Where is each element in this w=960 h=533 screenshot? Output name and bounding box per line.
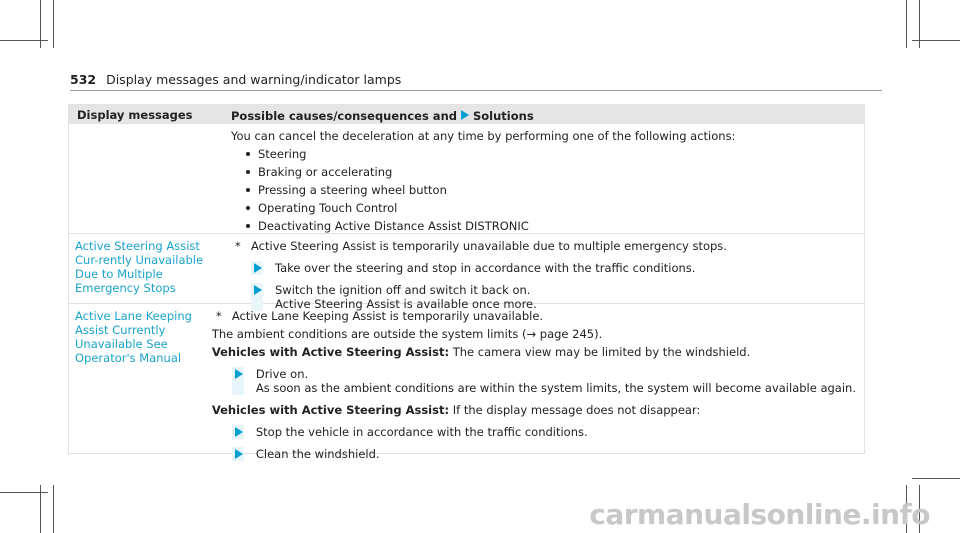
- list-item: Braking or accelerating: [246, 165, 856, 183]
- page-ref-link[interactable]: page 245).: [536, 327, 603, 341]
- solution-text: Clean the windshield.: [255, 447, 380, 461]
- solution-text: [244, 367, 856, 395]
- column-header-messages: Display messages: [77, 108, 193, 122]
- solution-step: [232, 425, 856, 439]
- solution-step: [232, 447, 856, 461]
- intro-text: You can cancel the deceleration at any time by performing one of the following actions:: [231, 129, 736, 143]
- list-item: Operating Touch Control: [246, 201, 856, 219]
- action-list: [246, 147, 856, 237]
- vehicles-text: The camera view may be limited by the windshield.: [449, 345, 751, 359]
- causes-cell: [226, 124, 864, 233]
- cause-text: [212, 309, 856, 323]
- watermark: carmanualsonline.info: [589, 498, 930, 531]
- solution-step: [251, 261, 856, 275]
- table-header: [69, 105, 864, 123]
- cause-text-body: Active Steering Assist is temporarily unavailable due to multiple emergency stops.: [251, 239, 727, 253]
- column-header-solutions-label: Solutions: [473, 108, 534, 123]
- cause-text-body: Active Lane Keeping Assist is temporarily unavailable.: [231, 309, 544, 323]
- cause-text: [231, 239, 856, 253]
- ambient-text: [212, 327, 856, 341]
- solution-text: Stop the vehicle in accordance with the traffic conditions.: [255, 425, 588, 439]
- solution-bar: [232, 425, 244, 439]
- page-header: [70, 72, 401, 87]
- crop-mark: [0, 492, 48, 493]
- solution-step: [232, 367, 856, 395]
- arrow-icon: [254, 285, 262, 295]
- vehicles-lead: Vehicles with Active Steering Assist:: [211, 403, 450, 417]
- display-messages-table: [68, 104, 865, 461]
- causes-cell: [226, 234, 864, 311]
- crop-mark: [912, 40, 960, 41]
- vehicles-lead: Vehicles with Active Steering Assist:: [211, 345, 450, 359]
- column-header-causes-label: Possible causes/consequences and: [231, 108, 457, 123]
- causes-cell: [207, 304, 864, 461]
- column-header-causes: [226, 105, 864, 123]
- arrow-icon: [235, 427, 243, 437]
- solution-text: Take over the steering and stop in accordance with the traffic conditions.: [275, 261, 696, 275]
- table-row: [69, 123, 864, 233]
- solution-line: Switch the ignition off and switch it back on.: [275, 283, 531, 297]
- asterisk-marker: *: [215, 309, 222, 323]
- crop-mark: [0, 40, 48, 41]
- asterisk-marker: *: [235, 239, 241, 253]
- page-ref-arrow-icon: →: [526, 327, 537, 341]
- crop-mark: [53, 0, 54, 48]
- arrow-icon: [461, 110, 469, 120]
- solution-bar: [251, 261, 263, 275]
- arrow-icon: [254, 263, 262, 273]
- vehicles-note: [212, 403, 856, 417]
- list-item: Deactivating Active Distance Assist DISTRONIC: [246, 219, 856, 237]
- solution-bar: [232, 447, 244, 461]
- page-title: Display messages and warning/indicator lamps: [106, 72, 402, 87]
- ambient-text-pre: The ambient conditions are outside the system limits (: [211, 327, 527, 341]
- solution-line: Active Steering Assist is available once more.: [275, 297, 537, 311]
- crop-mark: [906, 0, 907, 48]
- list-item: Steering: [246, 147, 856, 165]
- table-row: [69, 233, 864, 311]
- vehicles-text: If the display message does not disappear:: [449, 403, 701, 417]
- arrow-icon: [235, 449, 243, 459]
- message-cell: Active Lane Keeping Assist Currently Unavailable See Operator's Manual: [75, 309, 192, 365]
- crop-mark: [53, 485, 54, 533]
- page-number: 532: [70, 72, 97, 87]
- solution-line: As soon as the ambient conditions are within the system limits, the system will become available again.: [255, 381, 856, 395]
- solution-line: Drive on.: [255, 367, 309, 381]
- message-cell: [69, 124, 226, 233]
- header-divider: [70, 90, 882, 91]
- message-cell: Active Steering Assist Cur-rently Unavailable Due to Multiple Emergency Stops: [75, 239, 204, 295]
- vehicles-note: [212, 345, 856, 359]
- list-item: Pressing a steering wheel button: [246, 183, 856, 201]
- table-row: [69, 303, 864, 461]
- arrow-icon: [235, 369, 243, 379]
- solution-bar: [232, 367, 244, 395]
- crop-mark: [912, 478, 960, 479]
